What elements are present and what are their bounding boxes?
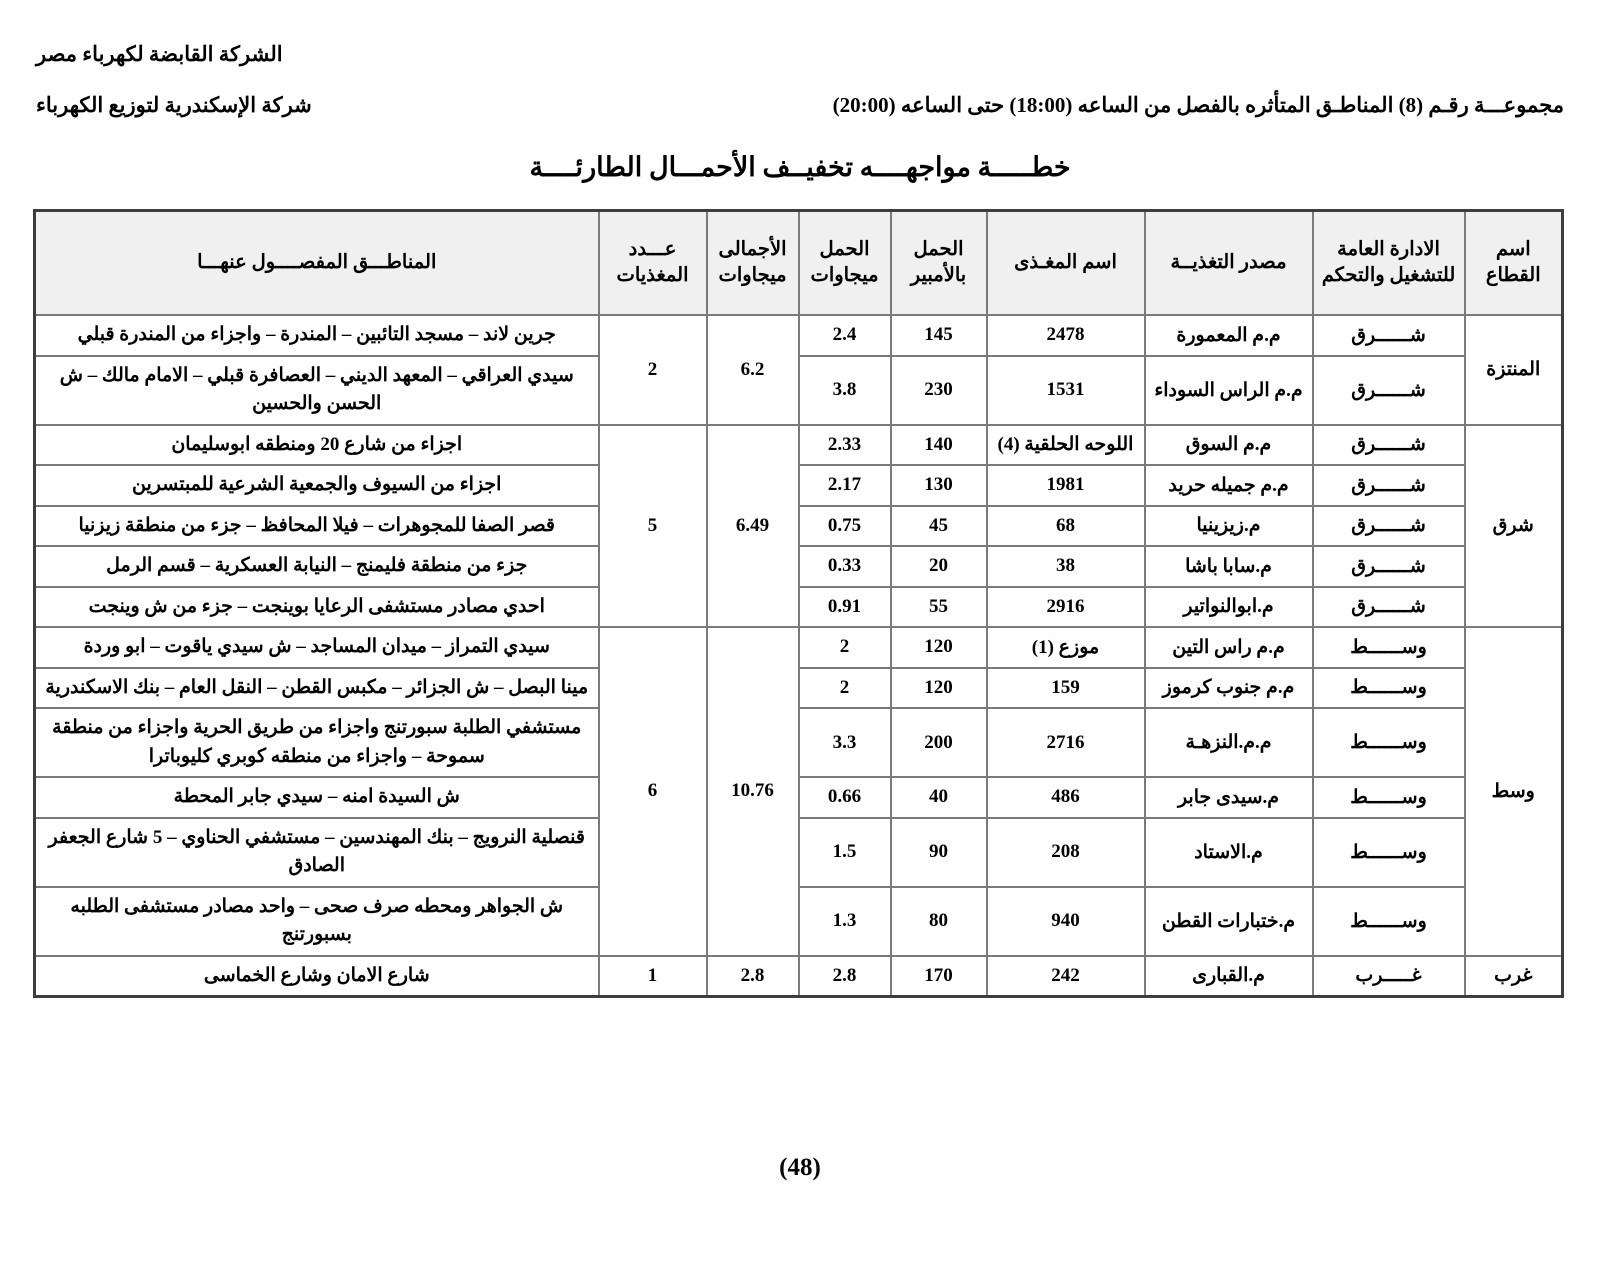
cell-feeder: 940 (987, 887, 1145, 956)
cell-dept: شــــــرق (1313, 315, 1465, 356)
document-page (0, 42, 1600, 1278)
cell-total-mw: 2.8 (707, 956, 799, 997)
cell-areas: جرين لاند – مسجد التائبين – المندرة – واجزاء من المندرة قبلي (35, 315, 599, 356)
table-row (35, 506, 1563, 547)
cell-amp: 120 (891, 668, 987, 709)
cell-dept: شــــــرق (1313, 587, 1465, 628)
column-header-areas: المناطـــق المفصــــول عنهـــا (35, 211, 599, 316)
cell-mw: 1.3 (799, 887, 891, 956)
cell-total-mw: 10.76 (707, 627, 799, 956)
cell-feeder: 208 (987, 818, 1145, 887)
table-row (35, 708, 1563, 777)
table-row (35, 818, 1563, 887)
cell-source: م.م السوق (1145, 425, 1313, 466)
column-header-source: مصدر التغذيــة (1145, 211, 1313, 316)
cell-feeder-count: 5 (599, 425, 707, 628)
table-row (35, 465, 1563, 506)
cell-source: م.ابوالنواتير (1145, 587, 1313, 628)
page-title: خطـــــة مواجهــــه تخفيــف الأحمـــال الطارئــــة (529, 152, 1071, 182)
cell-amp: 200 (891, 708, 987, 777)
table-row (35, 546, 1563, 587)
cell-areas: ش السيدة امنه – سيدي جابر المحطة (35, 777, 599, 818)
cell-areas: احدي مصادر مستشفى الرعايا بوينجت – جزء من ش وينجت (35, 587, 599, 628)
cell-dept: وســــــط (1313, 627, 1465, 668)
cell-dept: غـــــرب (1313, 956, 1465, 997)
header-row-group (36, 93, 1564, 118)
column-header-feeder: اسم المغـذى (987, 211, 1145, 316)
cell-source: م.م جميله حريد (1145, 465, 1313, 506)
cell-mw: 3.8 (799, 356, 891, 425)
cell-dept: شــــــرق (1313, 546, 1465, 587)
cell-areas: سيدي العراقي – المعهد الديني – العصافرة قبلي – الامام مالك – ش الحسن والحسين (35, 356, 599, 425)
cell-mw: 0.33 (799, 546, 891, 587)
table-header-row (35, 211, 1563, 316)
cell-feeder-count: 6 (599, 627, 707, 956)
cell-feeder: موزع (1) (987, 627, 1145, 668)
cell-areas: مستشفي الطلبة سبورتنج واجزاء من طريق الحرية واجزاء من منطقة سموحة – واجزاء من منطقه كوبري كليوباترا (35, 708, 599, 777)
cell-mw: 1.5 (799, 818, 891, 887)
cell-areas: مينا البصل – ش الجزائر – مكبس القطن – النقل العام – بنك الاسكندرية (35, 668, 599, 709)
cell-sector: غرب (1465, 956, 1563, 997)
cell-feeder-count: 2 (599, 315, 707, 425)
column-header-total: الأجمالى ميجاوات (707, 211, 799, 316)
cell-areas: اجزاء من شارع 20 ومنطقه ابوسليمان (35, 425, 599, 466)
cell-source: م.الاستاد (1145, 818, 1313, 887)
cell-mw: 0.91 (799, 587, 891, 628)
cell-areas: قنصلية النرويج – بنك المهندسين – مستشفي الحناوي – 5 شارع الجعفر الصادق (35, 818, 599, 887)
cell-areas: سيدي التمراز – ميدان المساجد – ش سيدي ياقوت – ابو وردة (35, 627, 599, 668)
cell-feeder-count: 1 (599, 956, 707, 997)
table-body (35, 315, 1563, 997)
cell-source: م.سيدى جابر (1145, 777, 1313, 818)
cell-mw: 2 (799, 627, 891, 668)
cell-amp: 170 (891, 956, 987, 997)
cell-areas: قصر الصفا للمجوهرات – فيلا المحافظ – جزء من منطقة زيزنيا (35, 506, 599, 547)
page-number: (48) (779, 1154, 821, 1181)
cell-areas: اجزاء من السيوف والجمعية الشرعية للمبتسرين (35, 465, 599, 506)
load-shedding-table (33, 209, 1564, 998)
table-row (35, 587, 1563, 628)
column-header-dept: الادارة العامة للتشغيل والتحكم (1313, 211, 1465, 316)
cell-feeder: 2716 (987, 708, 1145, 777)
cell-source: م.م الراس السوداء (1145, 356, 1313, 425)
cell-dept: وســــــط (1313, 818, 1465, 887)
cell-amp: 80 (891, 887, 987, 956)
cell-areas: ش الجواهر ومحطه صرف صحى – واحد مصادر مستشفى الطلبه بسبورتنج (35, 887, 599, 956)
cell-amp: 145 (891, 315, 987, 356)
cell-amp: 130 (891, 465, 987, 506)
cell-feeder: 159 (987, 668, 1145, 709)
cell-source: م.م جنوب كرموز (1145, 668, 1313, 709)
cell-mw: 0.75 (799, 506, 891, 547)
cell-mw: 2.4 (799, 315, 891, 356)
cell-dept: وســــــط (1313, 777, 1465, 818)
cell-feeder: 486 (987, 777, 1145, 818)
cell-mw: 2.8 (799, 956, 891, 997)
column-header-count: عـــدد المغذيات (599, 211, 707, 316)
cell-feeder: 68 (987, 506, 1145, 547)
header-row-holding (36, 42, 1564, 67)
cell-source: م.ختبارات القطن (1145, 887, 1313, 956)
cell-feeder: اللوحه الحلقية (4) (987, 425, 1145, 466)
cell-mw: 2.17 (799, 465, 891, 506)
cell-dept: وســــــط (1313, 887, 1465, 956)
cell-areas: جزء من منطقة فليمنج – النيابة العسكرية – قسم الرمل (35, 546, 599, 587)
cell-mw: 2.33 (799, 425, 891, 466)
cell-amp: 120 (891, 627, 987, 668)
load-shedding-table-wrapper (36, 209, 1564, 998)
cell-mw: 0.66 (799, 777, 891, 818)
cell-feeder: 1981 (987, 465, 1145, 506)
cell-sector: المنتزة (1465, 315, 1563, 425)
cell-source: م.م المعمورة (1145, 315, 1313, 356)
cell-dept: شــــــرق (1313, 356, 1465, 425)
cell-sector: شرق (1465, 425, 1563, 628)
cell-feeder: 2916 (987, 587, 1145, 628)
cell-feeder: 2478 (987, 315, 1145, 356)
table-row (35, 887, 1563, 956)
cell-dept: وســــــط (1313, 668, 1465, 709)
table-row (35, 777, 1563, 818)
table-row (35, 356, 1563, 425)
cell-amp: 230 (891, 356, 987, 425)
cell-total-mw: 6.2 (707, 315, 799, 425)
group-schedule-label: مجموعـــة رقـم (8) المناطـق المتأثره بالفصل من الساعه (18:00) حتى الساعه (20:00) (832, 93, 1564, 117)
cell-feeder: 1531 (987, 356, 1145, 425)
column-header-amp: الحمل بالأمبير (891, 211, 987, 316)
cell-amp: 55 (891, 587, 987, 628)
cell-mw: 2 (799, 668, 891, 709)
table-header (35, 211, 1563, 316)
table-row (35, 668, 1563, 709)
table-row (35, 315, 1563, 356)
cell-total-mw: 6.49 (707, 425, 799, 628)
cell-areas: شارع الامان وشارع الخماسى (35, 956, 599, 997)
cell-dept: وســــــط (1313, 708, 1465, 777)
table-row (35, 627, 1563, 668)
cell-feeder: 38 (987, 546, 1145, 587)
column-header-sector: اسم القطاع (1465, 211, 1563, 316)
cell-source: م.م راس التين (1145, 627, 1313, 668)
cell-feeder: 242 (987, 956, 1145, 997)
cell-sector: وسط (1465, 627, 1563, 956)
cell-amp: 20 (891, 546, 987, 587)
cell-dept: شــــــرق (1313, 425, 1465, 466)
cell-amp: 40 (891, 777, 987, 818)
company-distribution-label: شركة الإسكندرية لتوزيع الكهرباء (36, 93, 312, 117)
cell-source: م.زيزينيا (1145, 506, 1313, 547)
column-header-mw: الحمل ميجاوات (799, 211, 891, 316)
cell-amp: 45 (891, 506, 987, 547)
company-holding-label: الشركة القابضة لكهرباء مصر (36, 42, 283, 66)
table-row (35, 425, 1563, 466)
cell-dept: شــــــرق (1313, 465, 1465, 506)
cell-amp: 90 (891, 818, 987, 887)
cell-dept: شــــــرق (1313, 506, 1465, 547)
table-row (35, 956, 1563, 997)
cell-mw: 3.3 (799, 708, 891, 777)
cell-source: م.القبارى (1145, 956, 1313, 997)
cell-source: م.م.النزهـة (1145, 708, 1313, 777)
cell-amp: 140 (891, 425, 987, 466)
cell-source: م.سابا باشا (1145, 546, 1313, 587)
